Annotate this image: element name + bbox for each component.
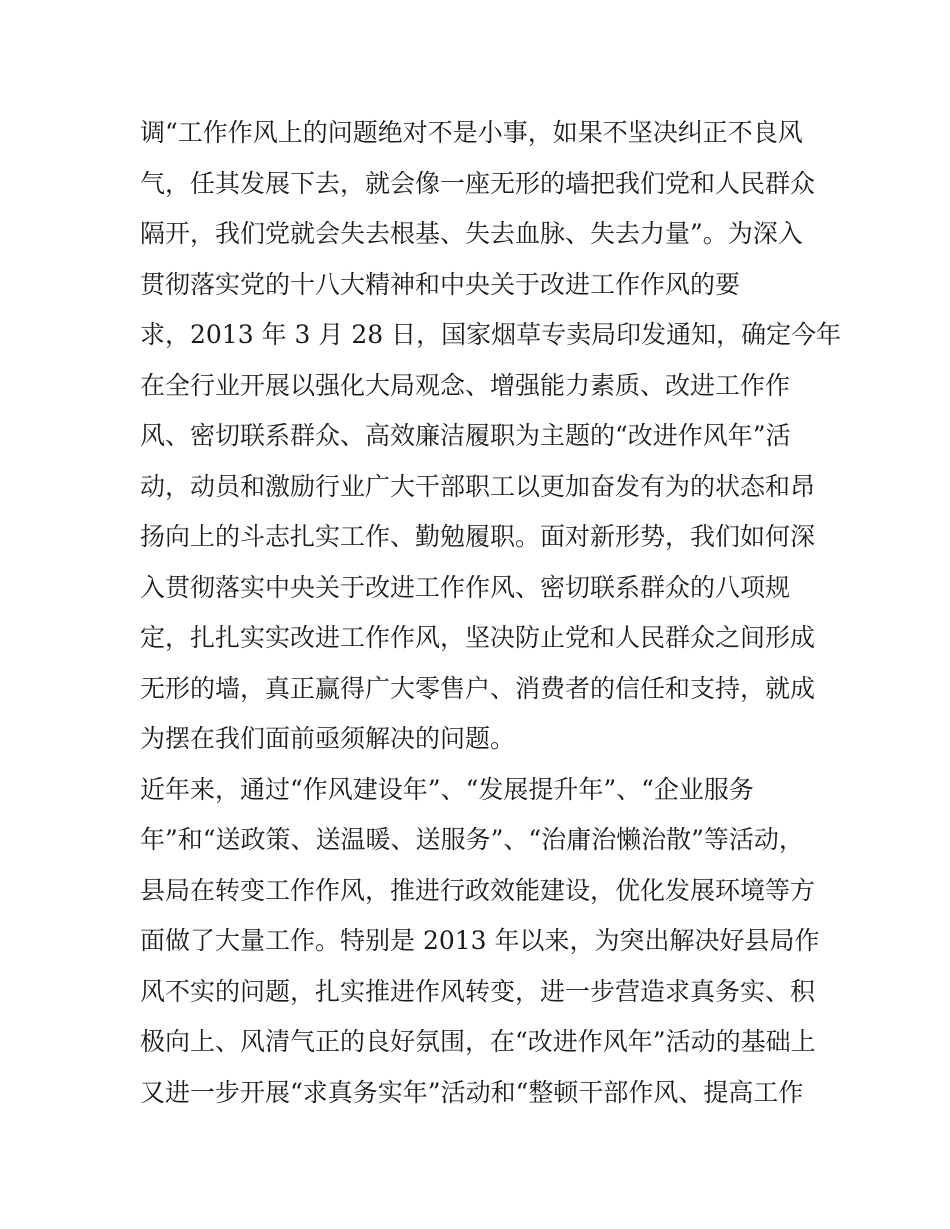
text-line: 无形的墙，真正赢得广大零售户、消费者的信任和支持，就成 bbox=[140, 673, 816, 703]
text-line: 入贯彻落实中央关于改进工作作风、密切联系群众的八项规 bbox=[140, 572, 791, 602]
text-line: 扬向上的斗志扎实工作、勤勉履职。面对新形势，我们如何深 bbox=[140, 522, 816, 551]
text-line: 动，动员和激励行业广大干部职工以更加奋发有为的状态和昂 bbox=[140, 471, 816, 501]
text-line: 县局在转变工作作风，推进行政效能建设，优化发展环境等方 bbox=[140, 875, 816, 905]
text-line: 气，任其发展下去，就会像一座无形的墙把我们党和人民群众 bbox=[140, 168, 816, 198]
text-line: 在全行业开展以强化大局观念、增强能力素质、改进工作作 bbox=[140, 370, 791, 400]
text-line: 为摆在我们面前亟须解决的问题。 bbox=[140, 724, 516, 753]
text-line: 近年来，通过“作风建设年”、“发展提升年”、“企业服务 bbox=[140, 774, 754, 804]
text-line: 隔开，我们党就会失去根基、失去血脉、失去力量”。为深入 bbox=[140, 219, 803, 248]
text-line: 调“工作作风上的问题绝对不是小事，如果不坚决纠正不良风 bbox=[140, 118, 803, 147]
text-line: 贯彻落实党的十八大精神和中央关于改进工作作风的要 bbox=[140, 269, 741, 299]
text-line: 面做了大量工作。特别是 2013 年以来，为突出解决好县局作 bbox=[140, 926, 820, 955]
text-line: 求，2013 年 3 月 28 日，国家烟草专卖局印发通知，确定今年 bbox=[140, 320, 842, 349]
text-line: 风不实的问题，扎实推进作风转变，进一步营造求真务实、积 bbox=[140, 976, 816, 1006]
body-text bbox=[140, 108, 842, 1118]
text-line: 定，扎扎实实改进工作作风，坚决防止党和人民群众之间形成 bbox=[140, 623, 816, 652]
text-line: 风、密切联系群众、高效廉洁履职为主题的“改进作风年”活 bbox=[140, 421, 791, 450]
text-line: 年”和“送政策、送温暖、送服务”、“治庸治懒治散”等活动， bbox=[140, 825, 804, 854]
text-line: 极向上、风清气正的良好氛围，在“改进作风年”活动的基础上 bbox=[140, 1027, 816, 1056]
text-line: 又进一步开展“求真务实年”活动和“整顿干部作风、提高工作 bbox=[140, 1077, 804, 1107]
